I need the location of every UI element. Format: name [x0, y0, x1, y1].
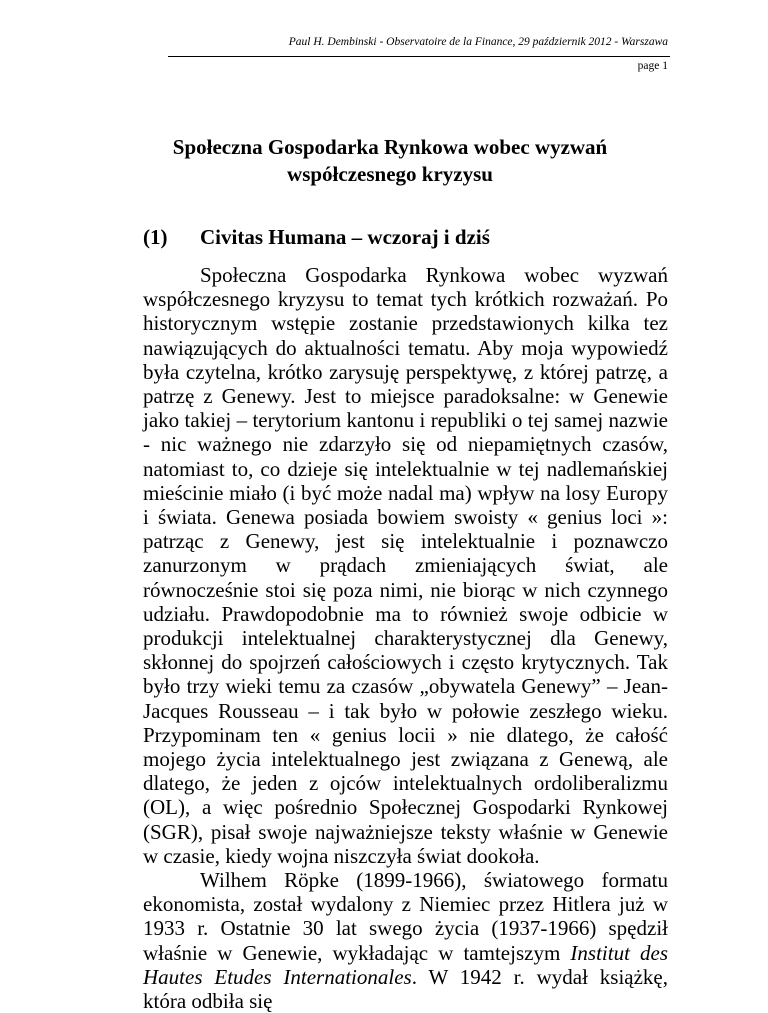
document-title-line-1: Społeczna Gospodarka Rynkowa wobec wyzwań	[172, 135, 608, 159]
paragraph-1: Społeczna Gospodarka Rynkowa wobec wyzwań współczesnego kryzysu to temat tych krótkich rozważań. Po historycznym wstępie zostanie przedstawionych kilka tez nawiązujących do aktualności tematu. Aby moja wypowiedź była czytelna, krótko zarysuję perspektywę, z której patrzę, a patrzę z Genewy. Jest to miejsce paradoksalne: w Genewie jako takiej – terytorium kantonu i republiki o tej samej nazwie - nic ważnego nie zdarzyło się od niepamiętnych czasów, natomiast to, co dzieje się intelektualnie w tej nadlemańskiej mieścinie miało (i być może nadal ma) wpływ na losy Europy i świata. Genewa posiada bowiem swoisty « genius loci »: patrząc z Genewy, jest się intelektualnie i poznawczo zanurzonym w prądach zmieniających świat, ale równocześnie stoi się poza nimi, nie biorąc w nich czynnego udziału. Prawdopodobnie ma to również swoje odbicie w produkcji intelektualnej charakterystycznej dla Genewy, skłonnej do spojrzeń całościowych i często krytycznych. Tak było trzy wieki temu za czasów „obywatela Genewy” – Jean-Jacques Rousseau – i tak było w połowie zeszłego wieku. Przypominam ten « genius locii » nie dlatego, że całość mojego życia intelektualnego jest związana z Genewą, ale dlatego, że jeden z ojców intelektualnych ordoliberalizmu (OL), a więc pośrednio Społecznej Gospodarki Rynkowej (SGR), pisał swoje najważniejsze teksty właśnie w Genewie w czasie, kiedy wojna niszczyła świat dookoła.	[143, 263, 668, 868]
page-number: page 1	[637, 60, 668, 72]
section-title: Civitas Humana – wczoraj i dziś	[200, 225, 490, 249]
paragraph-2-end: . W 1942 r. wydał książkę, która odbiła się	[143, 964, 669, 1013]
header-rule	[168, 56, 670, 57]
running-head: Paul H. Dembinski - Observatoire de la Finance, 29 październik 2012 - Warszawa	[288, 36, 668, 48]
institution-name: Institut des Hautes Etudes Internationales	[143, 940, 669, 989]
section-heading	[143, 224, 490, 251]
document-title-line-2: współczesnego kryzysu	[287, 162, 493, 186]
paragraph-2	[143, 868, 668, 1013]
body-text	[143, 263, 668, 1013]
document-title	[120, 134, 660, 188]
paragraph-2-start: Wilhem Röpke (1899-1966), światowego formatu ekonomista, został wydalony z Niemiec przez Hitlera już w 1933 r. Ostatnie 30 lat swego życia (1937-1966) spędził właśnie w Genewie, wykładając w tamtejszym	[143, 868, 668, 965]
section-number: (1)	[143, 225, 168, 249]
page-header	[0, 28, 768, 78]
